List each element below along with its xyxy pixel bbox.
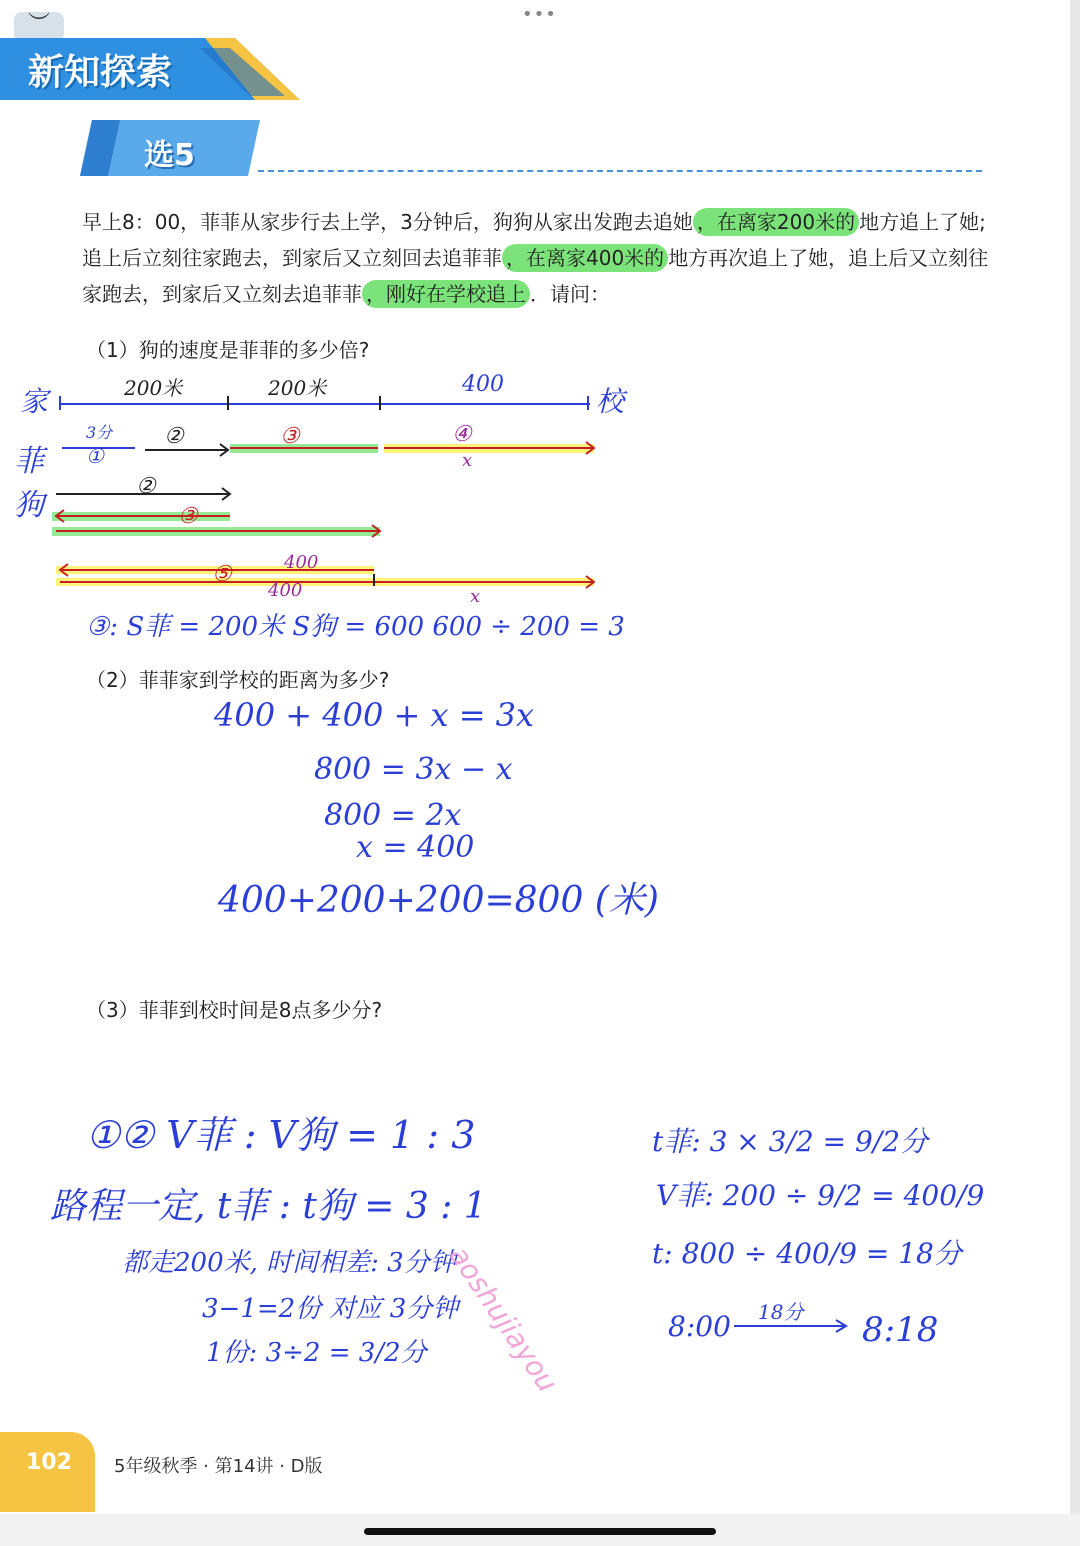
highlight: ，刚好在学校追上	[362, 280, 530, 308]
marker-5: ⑤	[212, 562, 232, 587]
q3-right-line: t: 800 ÷ 400/9 = 18分	[652, 1237, 962, 1270]
q2-work-line: 400 + 400 + x = 3x	[214, 696, 535, 734]
dashed-divider	[258, 170, 982, 172]
q1-work: ③: S菲 = 200米 S狗 = 600 600 ÷ 200 = 3	[86, 612, 625, 642]
label-400b: 400	[268, 580, 303, 601]
time-arrow-label: 18分	[758, 1300, 804, 1324]
q3-left-line: 路程一定, t菲 : t狗 = 3 : 1	[50, 1186, 487, 1227]
label-school: 校	[596, 385, 625, 418]
section-title: 新知探索	[28, 52, 173, 93]
q2-answer: 400+200+200=800 (米)	[218, 880, 659, 921]
time-to: 8:18	[862, 1310, 939, 1350]
label-three-min: 3分	[86, 423, 113, 442]
marker-1: ①	[86, 444, 104, 468]
marker-3: ③	[280, 424, 300, 449]
q3-left-line: 都走200米, 时间相差: 3分钟	[122, 1248, 456, 1278]
label-seg2: 200米	[268, 376, 327, 400]
marker-2b: ②	[136, 474, 156, 499]
problem-part: 地方再次追上了她，追上后又立刻往家跑去，到家后又立刻去追菲菲	[82, 246, 989, 306]
page-number: 102	[26, 1450, 72, 1475]
q2-work-line: 800 = 3x − x	[314, 752, 513, 787]
q3-right-line: V菲: 200 ÷ 9/2 = 400/9	[656, 1179, 985, 1212]
marker-4: ④	[452, 422, 472, 447]
q3-right-line: t菲: 3 × 3/2 = 9/2分	[652, 1125, 929, 1158]
question-1: （1）狗的速度是菲菲的多少倍?	[86, 338, 370, 362]
q3-left-line: ①② V菲 : V狗 = 1 : 3	[86, 1113, 476, 1157]
problem-text	[82, 204, 992, 312]
label-seg3: 400	[462, 372, 504, 397]
more-options-icon[interactable]: •••	[522, 4, 557, 25]
label-seg1: 200米	[124, 376, 183, 400]
page-edge	[1070, 0, 1080, 1546]
q3-left-line: 3−1=2份 对应 3分钟	[202, 1294, 459, 1324]
footer-text: 5年级秋季 · 第14讲 · D版	[114, 1456, 323, 1477]
label-fei: 菲	[14, 444, 44, 479]
label-gou: 狗	[14, 488, 44, 523]
label-x2: x	[470, 586, 481, 607]
time-arrow	[732, 1316, 852, 1336]
time-from: 8:00	[668, 1310, 731, 1343]
problem-part: ．请问：	[530, 282, 610, 306]
label-home: 家	[20, 385, 49, 418]
question-3: （3）菲菲到校时间是8点多少分?	[86, 998, 383, 1022]
sub-title: 选5	[144, 138, 195, 173]
label-400a: 400	[284, 552, 319, 573]
watermark: aoshujiayou	[442, 1240, 565, 1399]
home-indicator[interactable]	[364, 1528, 716, 1535]
label-x: x	[462, 450, 473, 471]
problem-part: 地方追上了她;追上后立刻往家跑去，到家后又立刻回去追菲菲	[82, 210, 986, 270]
q2-work-line: x = 400	[356, 830, 475, 865]
q2-work-line: 800 = 2x	[324, 798, 462, 833]
question-2: （2）菲菲家到学校的距离为多少?	[86, 668, 390, 692]
marker-3b: ③	[178, 504, 198, 529]
q3-left-line: 1份: 3÷2 = 3/2分	[206, 1338, 427, 1368]
distance-diagram	[0, 360, 700, 640]
marker-2: ②	[164, 424, 184, 449]
highlight: ，在离家200米的	[693, 208, 859, 236]
chevron-down-icon: ︶	[27, 12, 50, 37]
highlight: ，在离家400米的	[502, 244, 668, 272]
problem-part: 早上8：00，菲菲从家步行去上学，3分钟后，狗狗从家出发跑去追她	[82, 210, 693, 234]
